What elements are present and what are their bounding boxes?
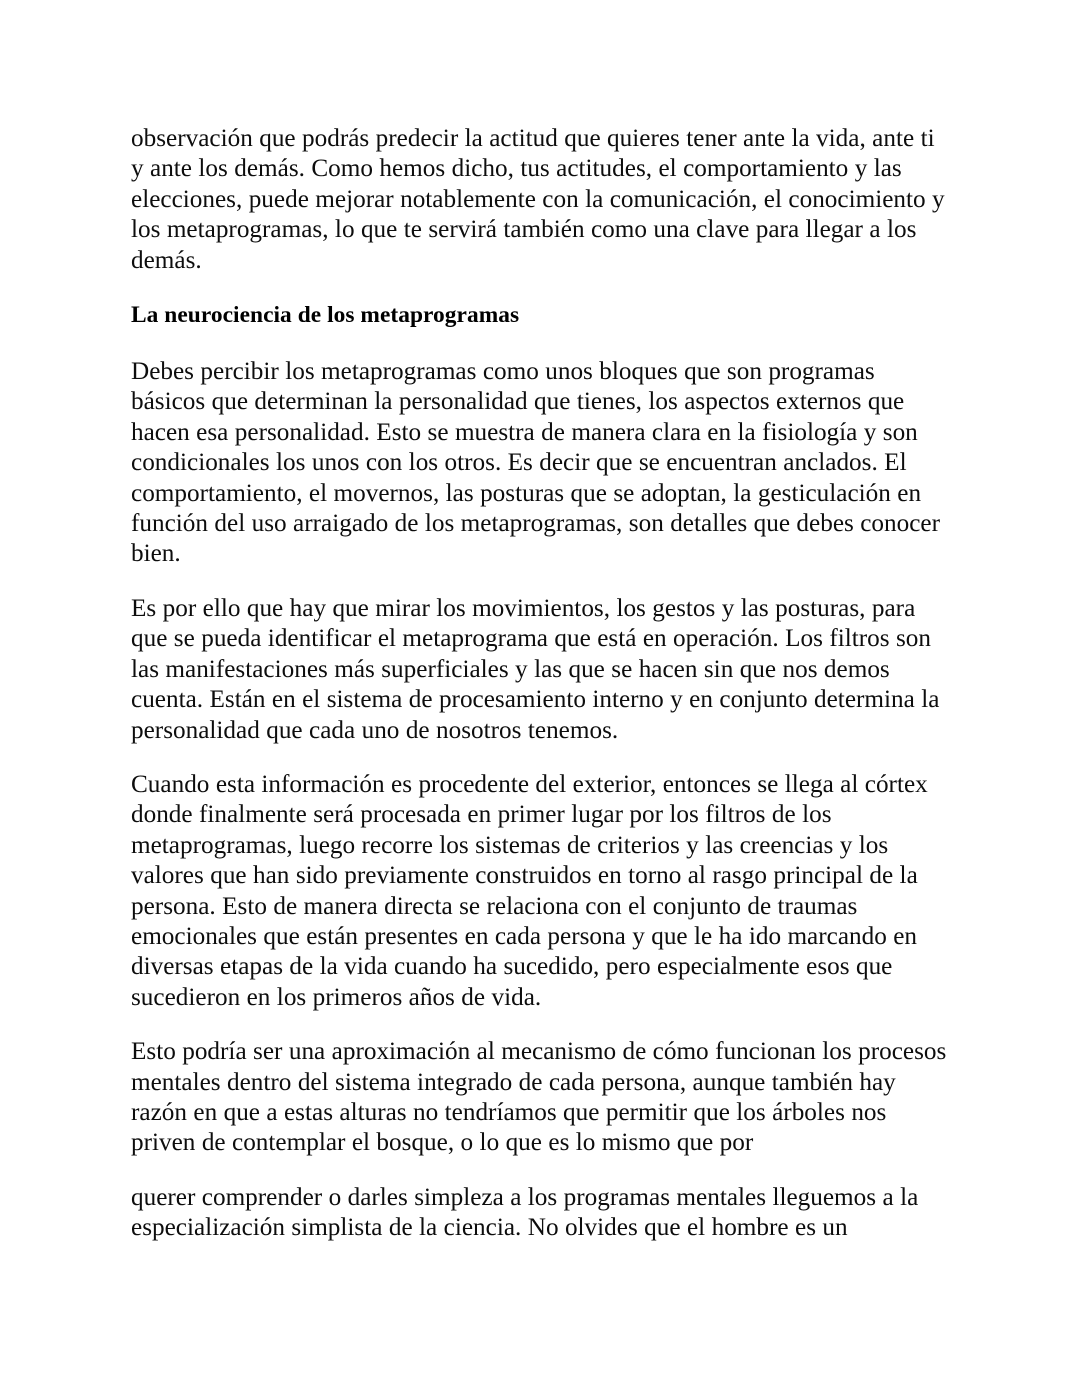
paragraph-4: Cuando esta información es procedente del exterior, entonces se llega al córtex donde finalmente será procesada en primer lugar por los filtros de los metaprogramas, luego recorre los sistemas de criterios y las creencias y los valores que han sido previamente construidos en torno al rasgo principal de la persona. Esto de manera directa se relaciona con el conjunto de traumas emocionales que están presentes en cada persona y que le ha ido marcando en diversas etapas de la vida cuando ha sucedido, pero especialmente esos que sucedieron en los primeros años de vida. xyxy=(131,770,928,1011)
paragraph-3: Es por ello que hay que mirar los movimientos, los gestos y las posturas, para que se pueda identificar el metaprograma que está en operación. Los filtros son las manifestaciones más superficiales y las que se hacen sin que nos demos cuenta. Están en el sistema de procesamiento interno y en conjunto determina la personalidad que cada uno de nosotros tenemos. xyxy=(131,594,940,744)
paragraph-1: observación que podrás predecir la actitud que quieres tener ante la vida, ante ti y ante los demás. Como hemos dicho, tus actitudes, el comportamiento y las elecciones, puede mejorar notablemente con la comunicación, el conocimiento y los metaprogramas, lo que te servirá también como una clave para llegar a los demás. xyxy=(131,125,945,274)
section-heading-neurociencia: La neurociencia de los metaprogramas xyxy=(131,302,520,329)
paragraph-2: Debes percibir los metaprogramas como unos bloques que son programas básicos que determinan la personalidad que tienes, los aspectos externos que hacen esa personalidad. Esto se muestra de manera clara en la fisiología y son condicionales los unos con los otros. Es decir que se encuentran anclados. El comportamiento, el movernos, las posturas que se adoptan, la gesticulación en función del uso arraigado de los metaprogramas, son detalles que debes conocer bien. xyxy=(131,358,940,568)
paragraph-5: Esto podría ser una aproximación al mecanismo de cómo funcionan los procesos mentales dentro del sistema integrado de cada persona, aunque también hay razón en que a estas alturas no tendríamos que permitir que los árboles nos priven de contemplar el bosque, o lo que es lo mismo que por xyxy=(131,1038,947,1157)
paragraph-6: querer comprender o darles simpleza a los programas mentales lleguemos a la especialización simplista de la ciencia. No olvides que el hombre es un xyxy=(131,1183,919,1242)
document-text-column xyxy=(131,124,949,1244)
